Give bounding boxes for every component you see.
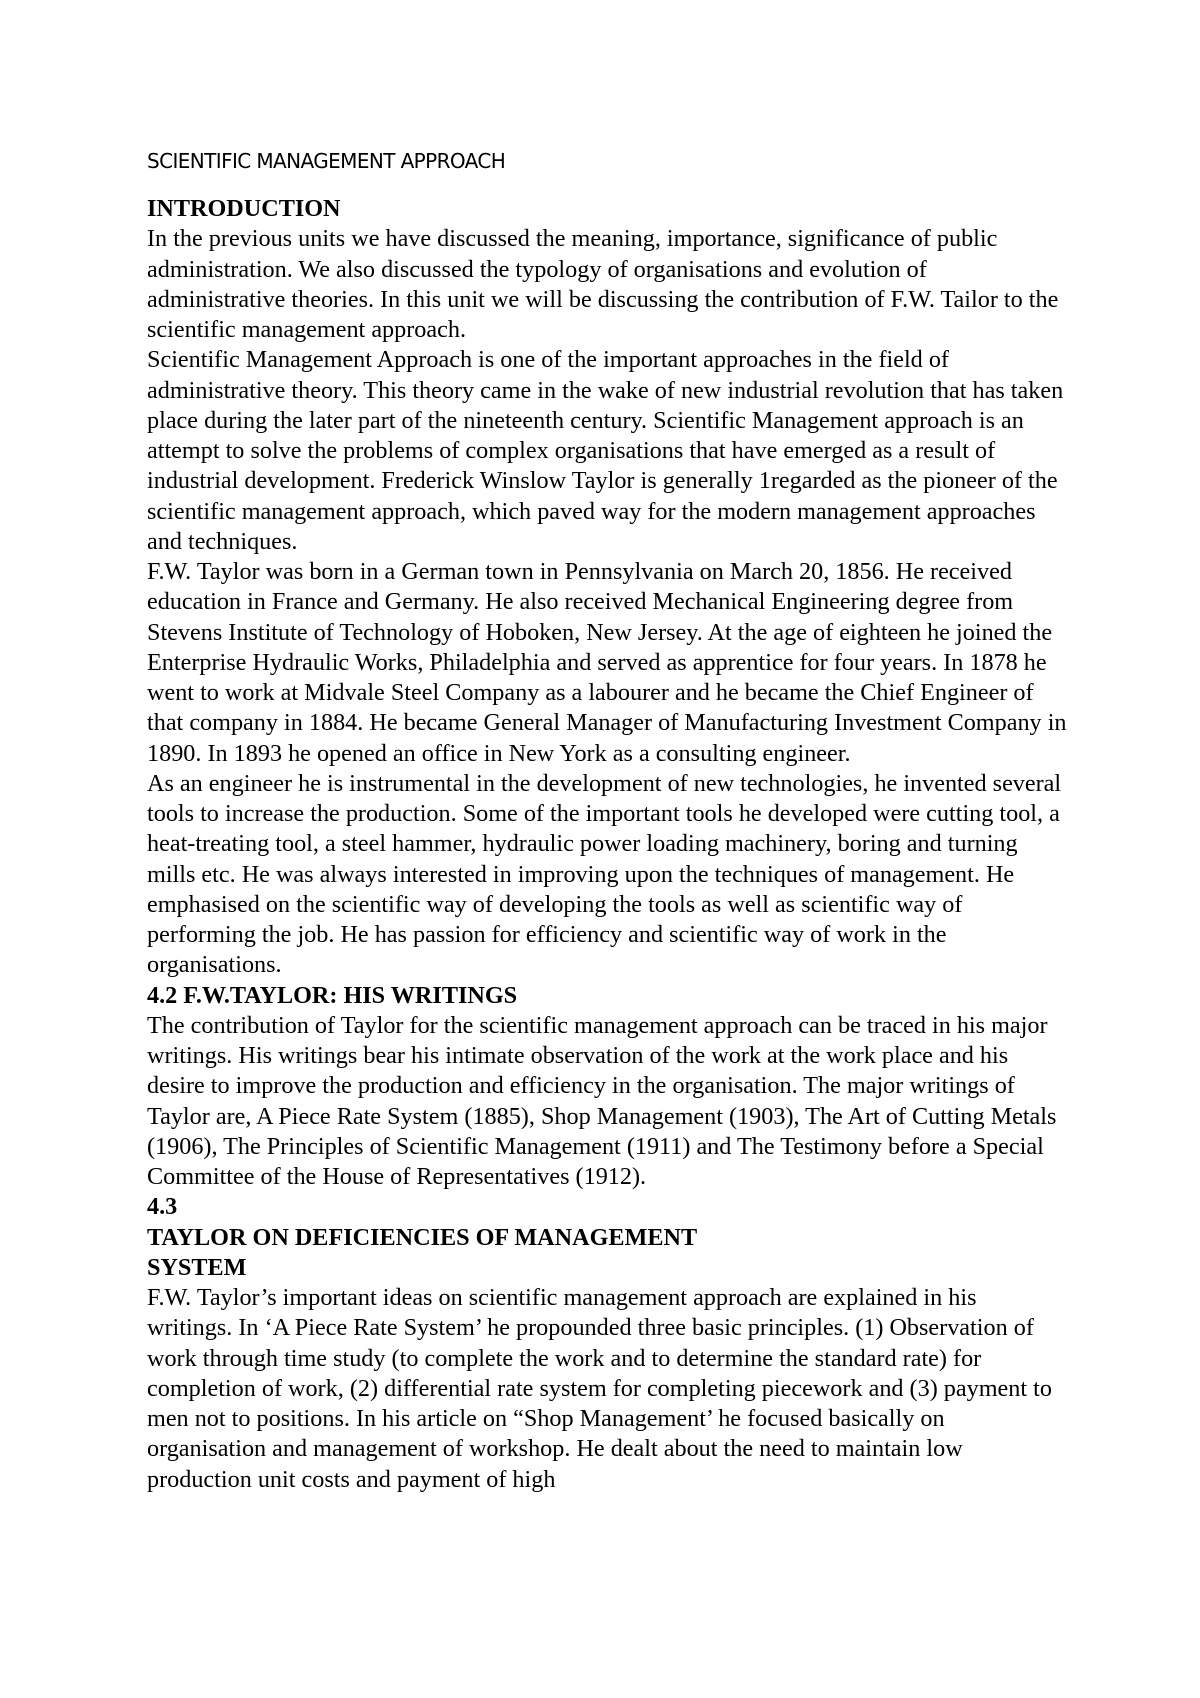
intro-paragraph-3: F.W. Taylor was born in a German town in Pennsylvania on March 20, 1856. He received education in France and Germany. He also received Mechanical Engineering degree from Stevens Institute of Technology of Hoboken, New Jersey. At the age of eighteen he joined the Enterprise Hydraulic Works, Philadelphia and served as apprentice for four years. In 1878 he went to work at Midvale Steel Company as a labourer and he became the Chief Engineer of that company in 1884. He became General Manager of Manufacturing Investment Company in 1890. In 1893 he opened an office in New York as a consulting engineer. xyxy=(147,558,1067,767)
document-page xyxy=(147,148,1067,1495)
intro-paragraph-2: Scientific Management Approach is one of the important approaches in the field of administrative theory. This theory came in the wake of new industrial revolution that has taken place during the later part of the nineteenth century. Scientific Management approach is an attempt to solve the problems of complex organisations that have emerged as a result of industrial development. Frederick Winslow Taylor is generally 1regarded as the pioneer of the scientific management approach, which paved way for the modern management approaches and techniques. xyxy=(147,346,1064,555)
deficiencies-paragraph: F.W. Taylor’s important ideas on scientific management approach are explained in his writings. In ‘A Piece Rate System’ he propounded three basic principles. (1) Observation of work through time study (to complete the work and to determine the standard rate) for completion of work, (2) differential rate system for completing piecework and (3) payment to men not to positions. In his article on “Shop Management’ he focused basically on organisation and management of workshop. He dealt about the need to maintain low production unit costs and payment of high xyxy=(147,1284,1052,1493)
section-heading-introduction: INTRODUCTION xyxy=(147,195,341,222)
section-heading-4-3-cont: SYSTEM xyxy=(147,1253,247,1281)
section-heading-4-2: 4.2 F.W.TAYLOR: HIS WRITINGS xyxy=(147,981,518,1009)
document-body xyxy=(147,194,1067,1495)
section-number-4-3: 4.3 xyxy=(147,1193,178,1221)
intro-paragraph-4: As an engineer he is instrumental in the development of new technologies, he invented several tools to increase the production. Some of the important tools he developed were cutting tool, a heat-treating tool, a steel hammer, hydraulic power loading machinery, boring and turning mills etc. He was always interested in improving upon the techniques of management. He emphasised on the scientific way of developing the tools as well as scientific way of performing the job. He has passion for efficiency and scientific way of work in the organisations. xyxy=(147,769,1062,979)
section-heading-4-3: TAYLOR ON DEFICIENCIES OF MANAGEMENT xyxy=(147,1223,698,1251)
document-title: SCIENTIFIC MANAGEMENT APPROACH xyxy=(147,149,506,173)
intro-paragraph-1: In the previous units we have discussed the meaning, importance, significance of public administration. We also discussed the typology of organisations and evolution of administrative theories. In this unit we will be discussing the contribution of F.W. Tailor to the scientific management approach. xyxy=(147,225,1059,343)
writings-paragraph: The contribution of Taylor for the scientific management approach can be traced in his major writings. His writings bear his intimate observation of the work at the work place and his desire to improve the production and efficiency in the organisation. The major writings of Taylor are, A Piece Rate System (1885), Shop Management (1903), The Art of Cutting Metals (1906), The Principles of Scientific Management (1911) and The Testimony before a Special Committee of the House of Representatives (1912). xyxy=(147,1011,1057,1190)
